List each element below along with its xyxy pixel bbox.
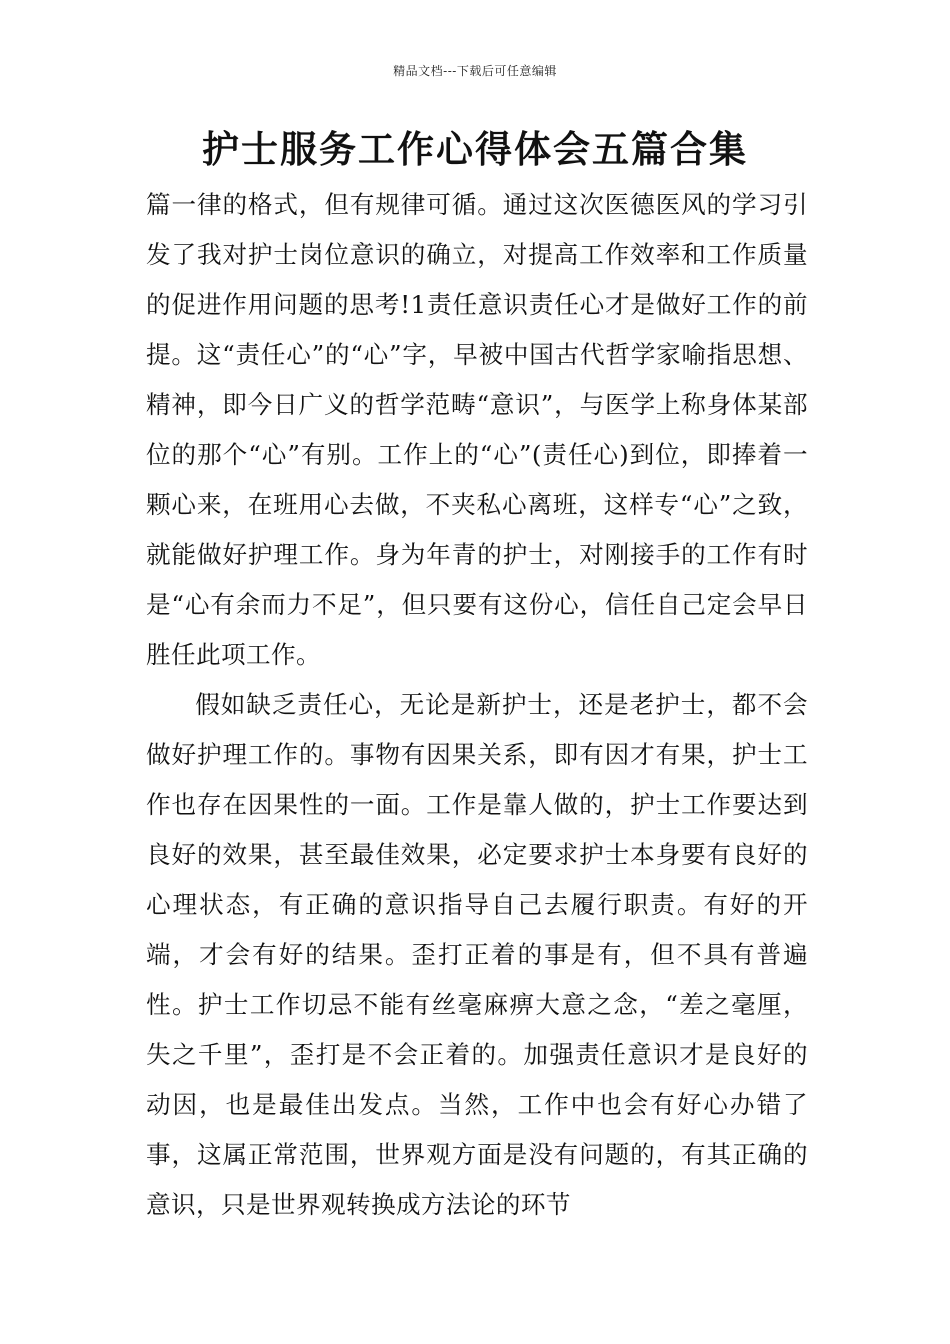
paragraph-2: 假如缺乏责任心，无论是新护士，还是老护士，都不会做好护理工作的。事物有因果关系，即有因才有果，护士工作也存在因果性的一面。工作是靠人做的，护士工作要达到良好的效果，甚至最佳效果，必定要求护士本身要有良好的心理状态，有正确的意识指导自己去履行职责。有好的开端，才会有好的结果。歪打正着的事是有，但不具有普遍性。护士工作切忌不能有丝毫麻痹大意之念，“差之毫厘，失之千里”，歪打是不会正着的。加强责任意识才是良好的动因，也是最佳出发点。当然，工作中也会有好心办错了事，这属正常范围，世界观方面是没有问题的，有其正确的意识，只是世界观转换成方法论的环节 xyxy=(146,690,808,1219)
document-body xyxy=(146,180,808,1230)
header-note: 精品文档---下载后可任意编辑 xyxy=(393,64,557,78)
document-title: 护士服务工作心得体会五篇合集 xyxy=(202,128,748,171)
paragraph-1: 篇一律的格式，但有规律可循。通过这次医德医风的学习引发了我对护士岗位意识的确立，对提高工作效率和工作质量的促进作用问题的思考!1责任意识责任心才是做好工作的前提。这“责任心”的“心”字，早被中国古代哲学家喻指思想、精神，即今日广义的哲学范畴“意识”，与医学上称身体某部位的那个“心”有别。工作上的“心”(责任心)到位，即捧着一颗心来，在班用心去做，不夹私心离班，这样专“心”之致，就能做好护理工作。身为年青的护士，对刚接手的工作有时是“心有余而力不足”，但只要有这份心，信任自己定会早日胜任此项工作。 xyxy=(146,190,808,669)
